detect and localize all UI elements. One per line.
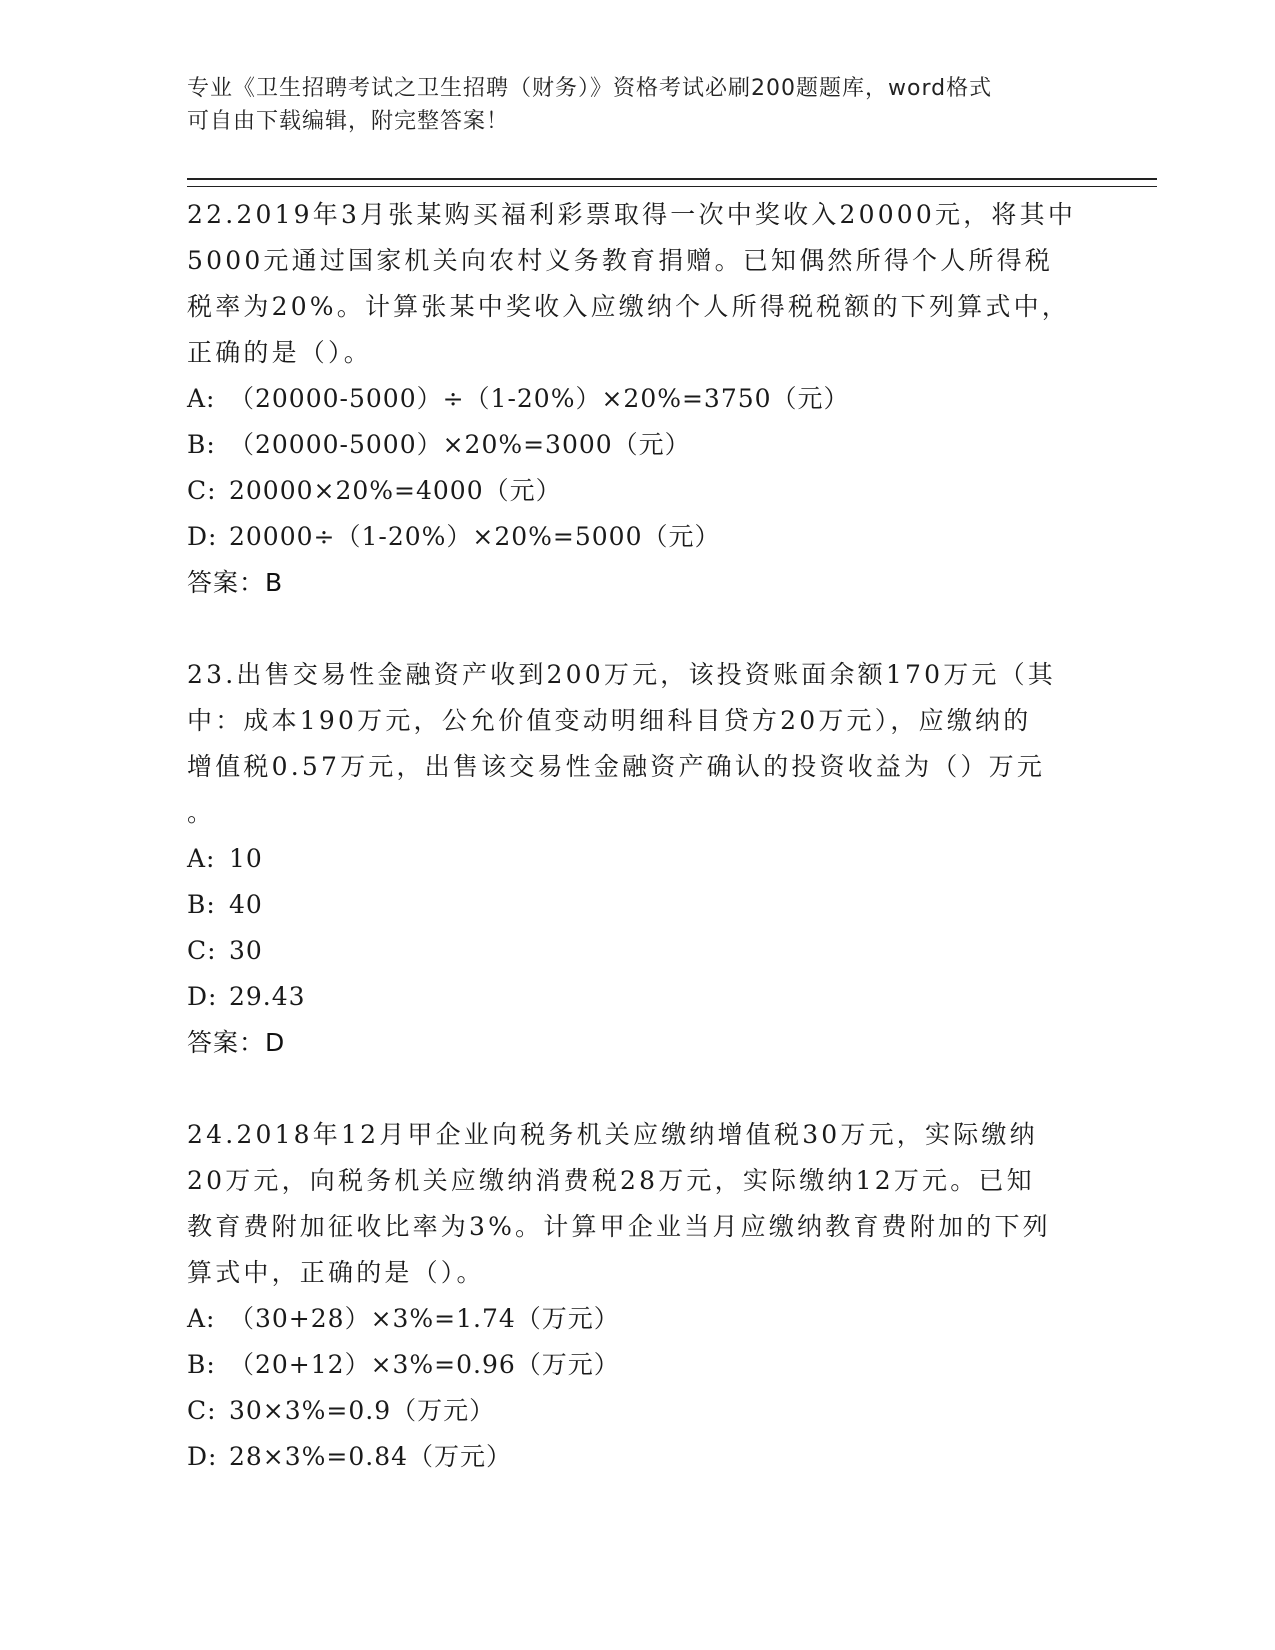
question-text-line: 20万元，向税务机关应缴纳消费税28万元，实际缴纳12万元。已知 bbox=[187, 1166, 1035, 1195]
question-text-line: 23.出售交易性金融资产收到200万元，该投资账面余额170万元（其 bbox=[187, 660, 1056, 689]
question-23 bbox=[187, 652, 1087, 1066]
document-header bbox=[187, 72, 1067, 138]
option-key: D: bbox=[187, 522, 218, 551]
option-d bbox=[187, 514, 1087, 560]
question-text-line: 增值税0.57万元，出售该交易性金融资产确认的投资收益为（）万元 bbox=[187, 752, 1046, 781]
question-text-line: 教育费附加征收比率为3%。计算甲企业当月应缴纳教育费附加的下列 bbox=[187, 1212, 1051, 1241]
option-key: B: bbox=[187, 430, 216, 459]
answer-line: 答案：B bbox=[187, 568, 284, 597]
option-b bbox=[187, 1342, 1087, 1388]
option-key: B: bbox=[187, 890, 216, 919]
option-d bbox=[187, 1434, 1087, 1480]
question-22 bbox=[187, 192, 1087, 606]
option-text: 40 bbox=[229, 890, 263, 919]
question-text-line: 24.2018年12月甲企业向税务机关应缴纳增值税30万元，实际缴纳 bbox=[187, 1120, 1038, 1149]
question-text-line: 5000元通过国家机关向农村义务教育捐赠。已知偶然所得个人所得税 bbox=[187, 246, 1054, 275]
option-text: 30×3%=0.9（万元） bbox=[229, 1396, 496, 1425]
option-key: A: bbox=[187, 384, 216, 413]
option-a bbox=[187, 376, 1087, 422]
option-a bbox=[187, 836, 1087, 882]
question-text-line: 。 bbox=[187, 798, 216, 827]
option-text: （20000-5000）÷（1-20%）×20%=3750（元） bbox=[229, 384, 850, 413]
option-text: 20000×20%=4000（元） bbox=[229, 476, 562, 505]
option-text: 10 bbox=[229, 844, 263, 873]
option-text: 28×3%=0.84（万元） bbox=[229, 1442, 513, 1471]
header-line-2: 可自由下载编辑，附完整答案！ bbox=[187, 109, 510, 134]
option-c bbox=[187, 1388, 1087, 1434]
header-line-1: 专业《卫生招聘考试之卫生招聘（财务）》资格考试必刷200题题库，word格式 bbox=[187, 76, 993, 101]
option-text: 30 bbox=[229, 936, 263, 965]
option-key: C: bbox=[187, 1396, 217, 1425]
option-text: （20000-5000）×20%=3000（元） bbox=[229, 430, 691, 459]
question-24 bbox=[187, 1112, 1087, 1480]
option-text: 20000÷（1-20%）×20%=5000（元） bbox=[229, 522, 721, 551]
option-key: D: bbox=[187, 1442, 218, 1471]
option-a bbox=[187, 1296, 1087, 1342]
option-text: （20+12）×3%=0.96（万元） bbox=[229, 1350, 620, 1379]
option-c bbox=[187, 468, 1087, 514]
question-text-line: 税率为20%。计算张某中奖收入应缴纳个人所得税税额的下列算式中， bbox=[187, 292, 1070, 321]
option-text: （30+28）×3%=1.74（万元） bbox=[229, 1304, 620, 1333]
option-key: C: bbox=[187, 936, 217, 965]
option-text: 29.43 bbox=[229, 982, 306, 1011]
option-b bbox=[187, 882, 1087, 928]
option-key: D: bbox=[187, 982, 218, 1011]
question-list bbox=[187, 192, 1087, 1526]
question-text-line: 正确的是（）。 bbox=[187, 338, 372, 367]
option-b bbox=[187, 422, 1087, 468]
header-divider bbox=[187, 178, 1157, 187]
question-text-line: 中：成本190万元，公允价值变动明细科目贷方20万元），应缴纳的 bbox=[187, 706, 1032, 735]
option-d bbox=[187, 974, 1087, 1020]
option-key: A: bbox=[187, 844, 216, 873]
answer-line: 答案：D bbox=[187, 1028, 286, 1057]
question-text-line: 22.2019年3月张某购买福利彩票取得一次中奖收入20000元，将其中 bbox=[187, 200, 1077, 229]
option-key: C: bbox=[187, 476, 217, 505]
option-key: A: bbox=[187, 1304, 216, 1333]
option-key: B: bbox=[187, 1350, 216, 1379]
question-text-line: 算式中，正确的是（）。 bbox=[187, 1258, 485, 1287]
option-c bbox=[187, 928, 1087, 974]
